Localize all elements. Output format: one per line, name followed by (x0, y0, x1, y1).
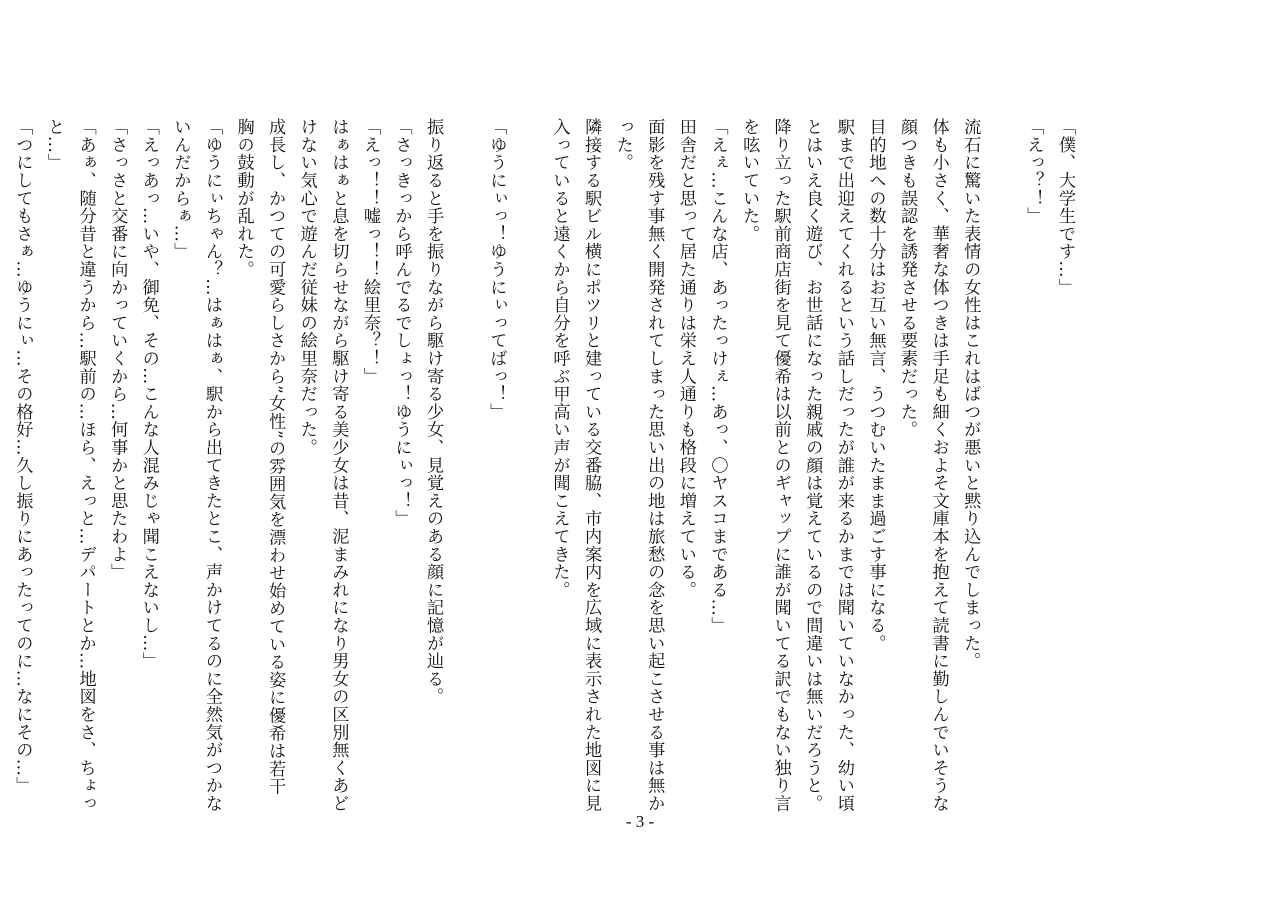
text-line: 「ゆうにぃっ！ゆうにぃってばっ！」 (486, 118, 507, 421)
text-line: 目的地への数十分はお互い無言、うつむいたまま過ごす事になる。 (865, 118, 886, 652)
text-line (448, 118, 480, 778)
text-line: 成長し、かつての可愛らしさから”女性”の雰囲気を漂わせ始めている姿に優希は若干 (265, 118, 286, 796)
text-line: 「えぇ…こんな店、あったっけぇ…あっ、〇ヤスコまである…」 (707, 118, 728, 635)
text-line: 田舎だと思って居た通りは栄え人通りも格段に増えている。 (675, 118, 696, 599)
text-line: 「えっ？！」 (1023, 118, 1044, 225)
vertical-text-body (6, 118, 1080, 813)
text-line: を呟いていた。 (739, 118, 760, 243)
text-line: 振り返ると手を振りながら駆け寄る少女、見覚えのある顔に記憶が辿る。 (423, 118, 444, 706)
text-line: 体も小さく、華奢な体つきは手足も細くおよそ文庫本を抱えて読書に勤しんでいそうな (928, 118, 949, 813)
text-line: けない気心で遊んだ従妹の絵里奈だった。 (296, 118, 317, 457)
text-line: 「えっ！！嘘っ！！絵里奈？！」 (359, 118, 380, 385)
text-line: った。 (612, 118, 633, 172)
text-line: 「さっきっから呼んでるでしょっ！ゆうにぃっ！」 (391, 118, 412, 528)
text-line: 顔つきも誤認を誘発させる要素だった。 (897, 118, 918, 439)
text-line: 胸の鼓動が乱れた。 (233, 118, 254, 279)
text-line: 「僕、大学生です…」 (1055, 118, 1075, 296)
text-line: 入っていると遠くから自分を呼ぶ甲高い声が聞こえてきた。 (549, 118, 570, 599)
text-line: 「さっさと交番に向かっていくから…何事かと思たわよ」 (107, 118, 128, 581)
text-line: 「えっあっ…いや、御免、その…こんな人混みじゃ聞こえないし…」 (138, 118, 159, 670)
text-line: 隣接する駅ビル横にポツリと建っている交番脇、市内案内を広域に表示された地図に見 (581, 118, 602, 813)
text-line: 流石に驚いた表情の女性はこれはばつが悪いと黙り込んでしまった。 (960, 118, 981, 670)
text-line (985, 118, 1017, 778)
text-line: はぁはぁと息を切らせながら駆け寄る美少女は昔、泥まみれになり男女の区別無くあど (328, 118, 349, 813)
text-line: 「つにしてもさぁ…ゆうにぃ…その格好…久し振りにあったってのに…なにその…」 (12, 118, 33, 795)
text-line: いんだからぁ…」 (170, 118, 191, 261)
text-line (511, 118, 543, 778)
text-line: とはいえ良く遊び、お世話になった親戚の顔は覚えているので間違いは無いだろうと。 (802, 118, 823, 813)
text-line: 面影を残す事無く開発されてしまった思い出の地は旅愁の念を思い起こさせる事は無か (644, 118, 665, 813)
text-line: と…」 (44, 118, 64, 172)
text-line: 降り立った駅前商店街を見て優希は以前とのギャップに誰が聞いてる訳でもない独り言 (770, 118, 791, 813)
text-line: 「ゆうにぃちゃん？…はぁはぁ、駅から出てきたとこ、声かけてるのに全然気がつかな (201, 118, 222, 813)
text-line: 駅まで出迎えてくれるという話しだったが誰が来るかまでは聞いていなかった、幼い頃 (833, 118, 854, 813)
page-number: - 3 - (625, 812, 655, 831)
text-line: 「あぁ、随分昔と違うから…駅前の…ほら、えっと…デパートとか…地図をさ、ちょっ (75, 118, 96, 813)
